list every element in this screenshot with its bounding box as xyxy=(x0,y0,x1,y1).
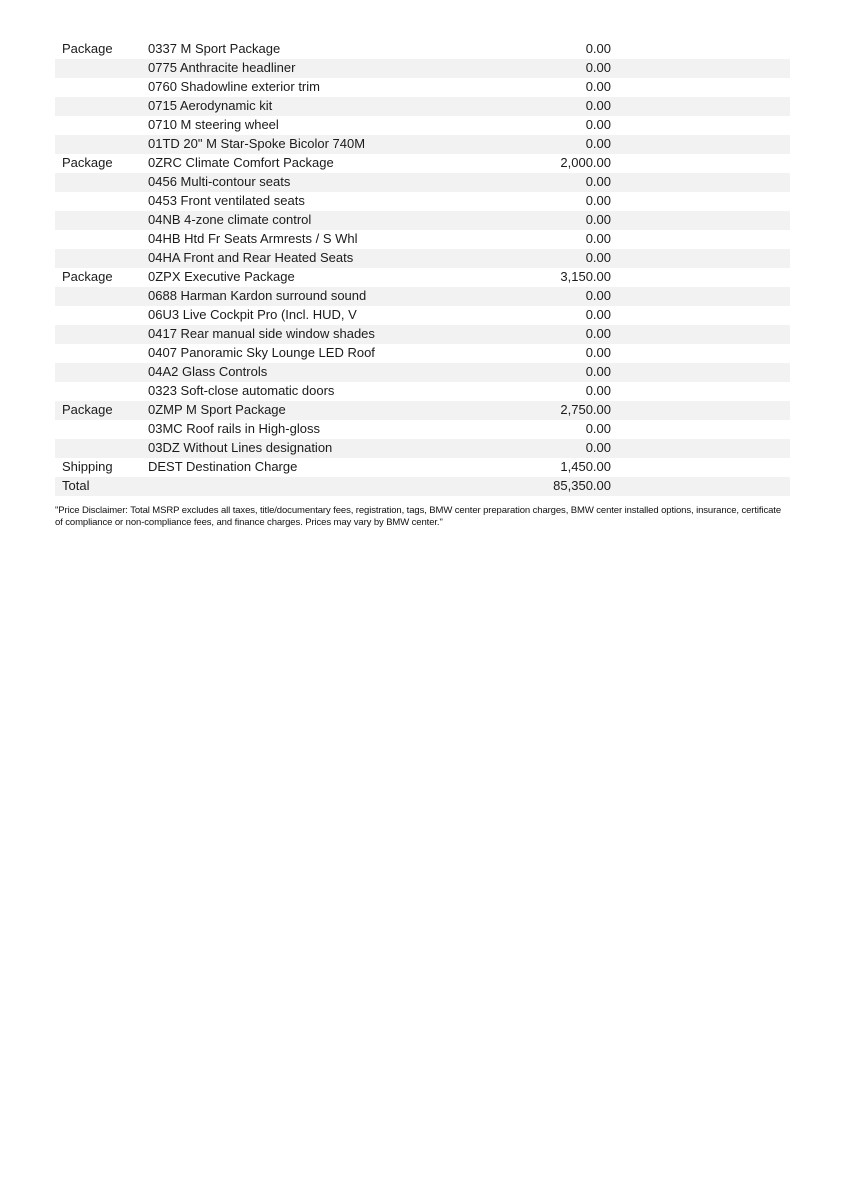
description-cell: 0337 M Sport Package xyxy=(148,41,281,56)
price-cell: 0.00 xyxy=(585,117,611,132)
description-cell: 0456 Multi-contour seats xyxy=(148,174,291,189)
table-row xyxy=(55,40,790,59)
table-row xyxy=(55,477,790,496)
table-row xyxy=(55,173,790,192)
price-cell: 0.00 xyxy=(585,383,611,398)
price-cell: 0.00 xyxy=(585,364,611,379)
category-cell xyxy=(55,363,148,382)
category-cell xyxy=(55,382,148,401)
filler-cell xyxy=(611,306,790,325)
filler-cell xyxy=(611,344,790,363)
price-cell: 0.00 xyxy=(585,174,611,189)
pricing-table xyxy=(55,40,790,496)
table-row xyxy=(55,116,790,135)
description-cell: 04A2 Glass Controls xyxy=(148,364,268,379)
category-cell xyxy=(55,325,148,344)
category-cell xyxy=(55,230,148,249)
table-row xyxy=(55,154,790,173)
filler-cell xyxy=(611,116,790,135)
price-cell: 0.00 xyxy=(585,41,611,56)
filler-cell xyxy=(611,268,790,287)
description-cell: 0323 Soft-close automatic doors xyxy=(148,383,335,398)
filler-cell xyxy=(611,287,790,306)
filler-cell xyxy=(611,249,790,268)
table-row xyxy=(55,78,790,97)
table-row xyxy=(55,211,790,230)
table-row xyxy=(55,401,790,420)
category-cell xyxy=(55,420,148,439)
filler-cell xyxy=(611,135,790,154)
table-row xyxy=(55,420,790,439)
filler-cell xyxy=(611,230,790,249)
category-cell xyxy=(55,59,148,78)
category-cell xyxy=(55,116,148,135)
description-cell: 0ZPX Executive Package xyxy=(148,269,295,284)
description-cell: 04HA Front and Rear Heated Seats xyxy=(148,250,354,265)
filler-cell xyxy=(611,420,790,439)
price-cell: 0.00 xyxy=(585,193,611,208)
category-cell xyxy=(55,287,148,306)
price-cell: 0.00 xyxy=(585,307,611,322)
category-cell xyxy=(55,439,148,458)
pricing-table-body xyxy=(55,40,790,496)
filler-cell xyxy=(611,382,790,401)
category-cell xyxy=(55,78,148,97)
filler-cell xyxy=(611,40,790,59)
price-cell: 0.00 xyxy=(585,60,611,75)
filler-cell xyxy=(611,458,790,477)
description-cell: DEST Destination Charge xyxy=(148,459,298,474)
description-cell: 0417 Rear manual side window shades xyxy=(148,326,375,341)
category-cell: Package xyxy=(62,402,113,417)
price-cell: 1,450.00 xyxy=(560,459,611,474)
table-row xyxy=(55,287,790,306)
table-row xyxy=(55,363,790,382)
filler-cell xyxy=(611,154,790,173)
price-cell: 2,000.00 xyxy=(560,155,611,170)
category-cell xyxy=(55,344,148,363)
description-cell: 0715 Aerodynamic kit xyxy=(148,98,273,113)
category-cell xyxy=(55,306,148,325)
filler-cell xyxy=(611,477,790,496)
price-cell: 0.00 xyxy=(585,231,611,246)
category-cell xyxy=(55,173,148,192)
description-cell: 03MC Roof rails in High-gloss xyxy=(148,421,320,436)
table-row xyxy=(55,325,790,344)
table-row xyxy=(55,230,790,249)
price-cell: 3,150.00 xyxy=(560,269,611,284)
table-row xyxy=(55,59,790,78)
price-cell: 2,750.00 xyxy=(560,402,611,417)
filler-cell xyxy=(611,401,790,420)
table-row xyxy=(55,458,790,477)
table-row xyxy=(55,439,790,458)
description-cell: 04NB 4-zone climate control xyxy=(148,212,312,227)
table-row xyxy=(55,344,790,363)
filler-cell xyxy=(611,211,790,230)
table-row xyxy=(55,135,790,154)
description-cell xyxy=(148,477,491,496)
price-cell: 0.00 xyxy=(585,212,611,227)
price-cell: 0.00 xyxy=(585,345,611,360)
price-cell: 0.00 xyxy=(585,288,611,303)
filler-cell xyxy=(611,363,790,382)
category-cell xyxy=(55,135,148,154)
category-cell xyxy=(55,192,148,211)
pricing-document xyxy=(55,40,790,528)
price-cell: 0.00 xyxy=(585,250,611,265)
filler-cell xyxy=(611,173,790,192)
description-cell: 01TD 20" M Star-Spoke Bicolor 740M xyxy=(148,136,366,151)
category-cell xyxy=(55,211,148,230)
table-row xyxy=(55,249,790,268)
description-cell: 03DZ Without Lines designation xyxy=(148,440,333,455)
table-row xyxy=(55,97,790,116)
price-cell: 85,350.00 xyxy=(553,478,611,493)
price-disclaimer: "Price Disclaimer: Total MSRP excludes all taxes, title/documentary fees, registration, tags, BMW center preparation charges, BMW center installed options, insurance, certificate of compliance or non-compliance fees, and finance charges. Prices may vary by BMW center." xyxy=(55,505,782,528)
description-cell: 0ZMP M Sport Package xyxy=(148,402,286,417)
description-cell: 06U3 Live Cockpit Pro (Incl. HUD, V xyxy=(148,307,357,322)
filler-cell xyxy=(611,439,790,458)
filler-cell xyxy=(611,192,790,211)
price-cell: 0.00 xyxy=(585,136,611,151)
price-cell: 0.00 xyxy=(585,79,611,94)
description-cell: 0407 Panoramic Sky Lounge LED Roof xyxy=(148,345,375,360)
table-row xyxy=(55,268,790,287)
price-cell: 0.00 xyxy=(585,440,611,455)
filler-cell xyxy=(611,78,790,97)
description-cell: 0760 Shadowline exterior trim xyxy=(148,79,320,94)
description-cell: 0710 M steering wheel xyxy=(148,117,279,132)
category-cell: Shipping xyxy=(62,459,113,474)
category-cell xyxy=(55,249,148,268)
description-cell: 0453 Front ventilated seats xyxy=(148,193,305,208)
category-cell: Package xyxy=(62,41,113,56)
table-row xyxy=(55,192,790,211)
table-row xyxy=(55,382,790,401)
description-cell: 0688 Harman Kardon surround sound xyxy=(148,288,367,303)
price-cell: 0.00 xyxy=(585,98,611,113)
description-cell: 0ZRC Climate Comfort Package xyxy=(148,155,334,170)
category-cell: Package xyxy=(62,269,113,284)
price-cell: 0.00 xyxy=(585,421,611,436)
table-row xyxy=(55,306,790,325)
category-cell: Total xyxy=(62,478,90,493)
category-cell xyxy=(55,97,148,116)
description-cell: 0775 Anthracite headliner xyxy=(148,60,296,75)
filler-cell xyxy=(611,97,790,116)
filler-cell xyxy=(611,325,790,344)
price-cell: 0.00 xyxy=(585,326,611,341)
category-cell: Package xyxy=(62,155,113,170)
description-cell: 04HB Htd Fr Seats Armrests / S Whl xyxy=(148,231,358,246)
filler-cell xyxy=(611,59,790,78)
